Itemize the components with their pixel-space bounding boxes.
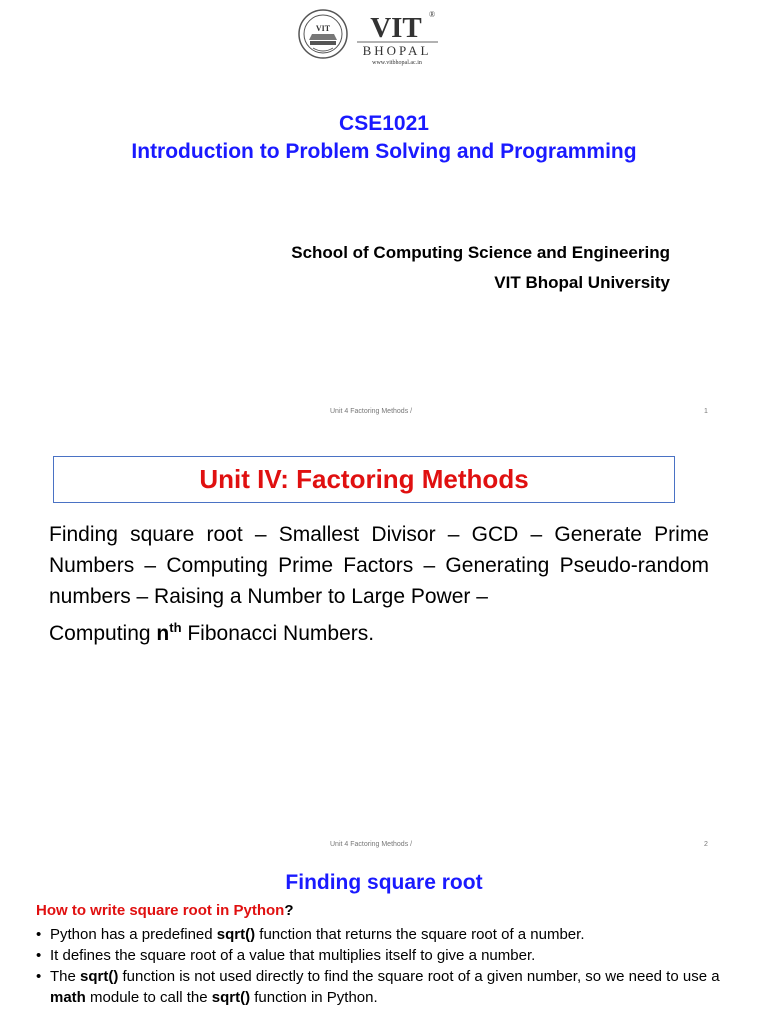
bullet-text: function in Python. xyxy=(250,989,378,1006)
bullet-icon: • xyxy=(36,947,42,964)
list-item xyxy=(36,945,756,966)
bullet-text: Python has a predefined xyxy=(50,926,217,943)
bullet-bold: sqrt() xyxy=(216,926,256,943)
logo-url: www.vitbhopal.ac.in xyxy=(372,60,422,66)
unit-topics xyxy=(49,519,709,649)
registered-mark: ® xyxy=(429,10,436,19)
bullet-icon: • xyxy=(36,926,42,943)
list-item xyxy=(36,966,756,1008)
bullet-bold: sqrt() xyxy=(80,968,119,985)
question-mark: ? xyxy=(284,902,294,919)
seal-building xyxy=(309,34,337,40)
topics-text: Finding square root – Smallest Divisor – GCD – Generate Prime Numbers – Computing Prime Factors – Generating Pseudo-random numbers – Raising a Number to Large Power – xyxy=(49,523,709,608)
logo-brand: VIT xyxy=(370,12,422,44)
question-heading xyxy=(36,902,294,919)
seal-text: VIT xyxy=(315,24,331,33)
topics-last-suffix: Fibonacci Numbers. xyxy=(181,622,375,645)
bullet-bold: math xyxy=(50,989,86,1006)
bullet-bold: sqrt() xyxy=(211,989,251,1006)
bullet-text: The xyxy=(50,968,81,985)
school-name: School of Computing Science and Engineering xyxy=(291,243,670,262)
topics-last-prefix: Computing xyxy=(49,622,151,645)
bullet-icon: • xyxy=(36,968,42,985)
bullet-list xyxy=(36,924,756,1008)
bullet-text: module to call the xyxy=(85,989,212,1006)
question-text: How to write square root in Python xyxy=(36,902,285,919)
seal-base xyxy=(310,41,336,45)
seal-ribbon xyxy=(313,48,333,51)
footer-text: Unit 4 Factoring Methods / xyxy=(330,841,413,848)
footer-text: Unit 4 Factoring Methods / xyxy=(330,408,413,415)
section-title: Finding square root xyxy=(285,871,483,894)
bullet-text: It defines the square root of a value that multiplies itself to give a number. xyxy=(50,947,536,964)
logo-campus: BHOPAL xyxy=(362,43,432,58)
unit-title: Unit IV: Factoring Methods xyxy=(199,464,529,494)
logo-graphic xyxy=(296,6,446,68)
page-number: 1 xyxy=(704,408,708,415)
topics-superscript: th xyxy=(169,620,182,635)
topics-last-line xyxy=(49,612,709,649)
list-item xyxy=(36,924,756,945)
university-name: VIT Bhopal University xyxy=(494,273,670,292)
bullet-text: function is not used directly to find the square root of a given number, so we need to use a xyxy=(118,968,720,985)
course-title: Introduction to Problem Solving and Programming xyxy=(131,140,637,163)
bullet-text: function that returns the square root of a number. xyxy=(255,926,585,943)
course-code: CSE1021 xyxy=(339,112,429,135)
topics-n: n xyxy=(156,622,170,645)
page-number: 2 xyxy=(704,841,708,848)
vit-bhopal-logo xyxy=(296,6,446,68)
unit-title-box xyxy=(53,456,675,503)
